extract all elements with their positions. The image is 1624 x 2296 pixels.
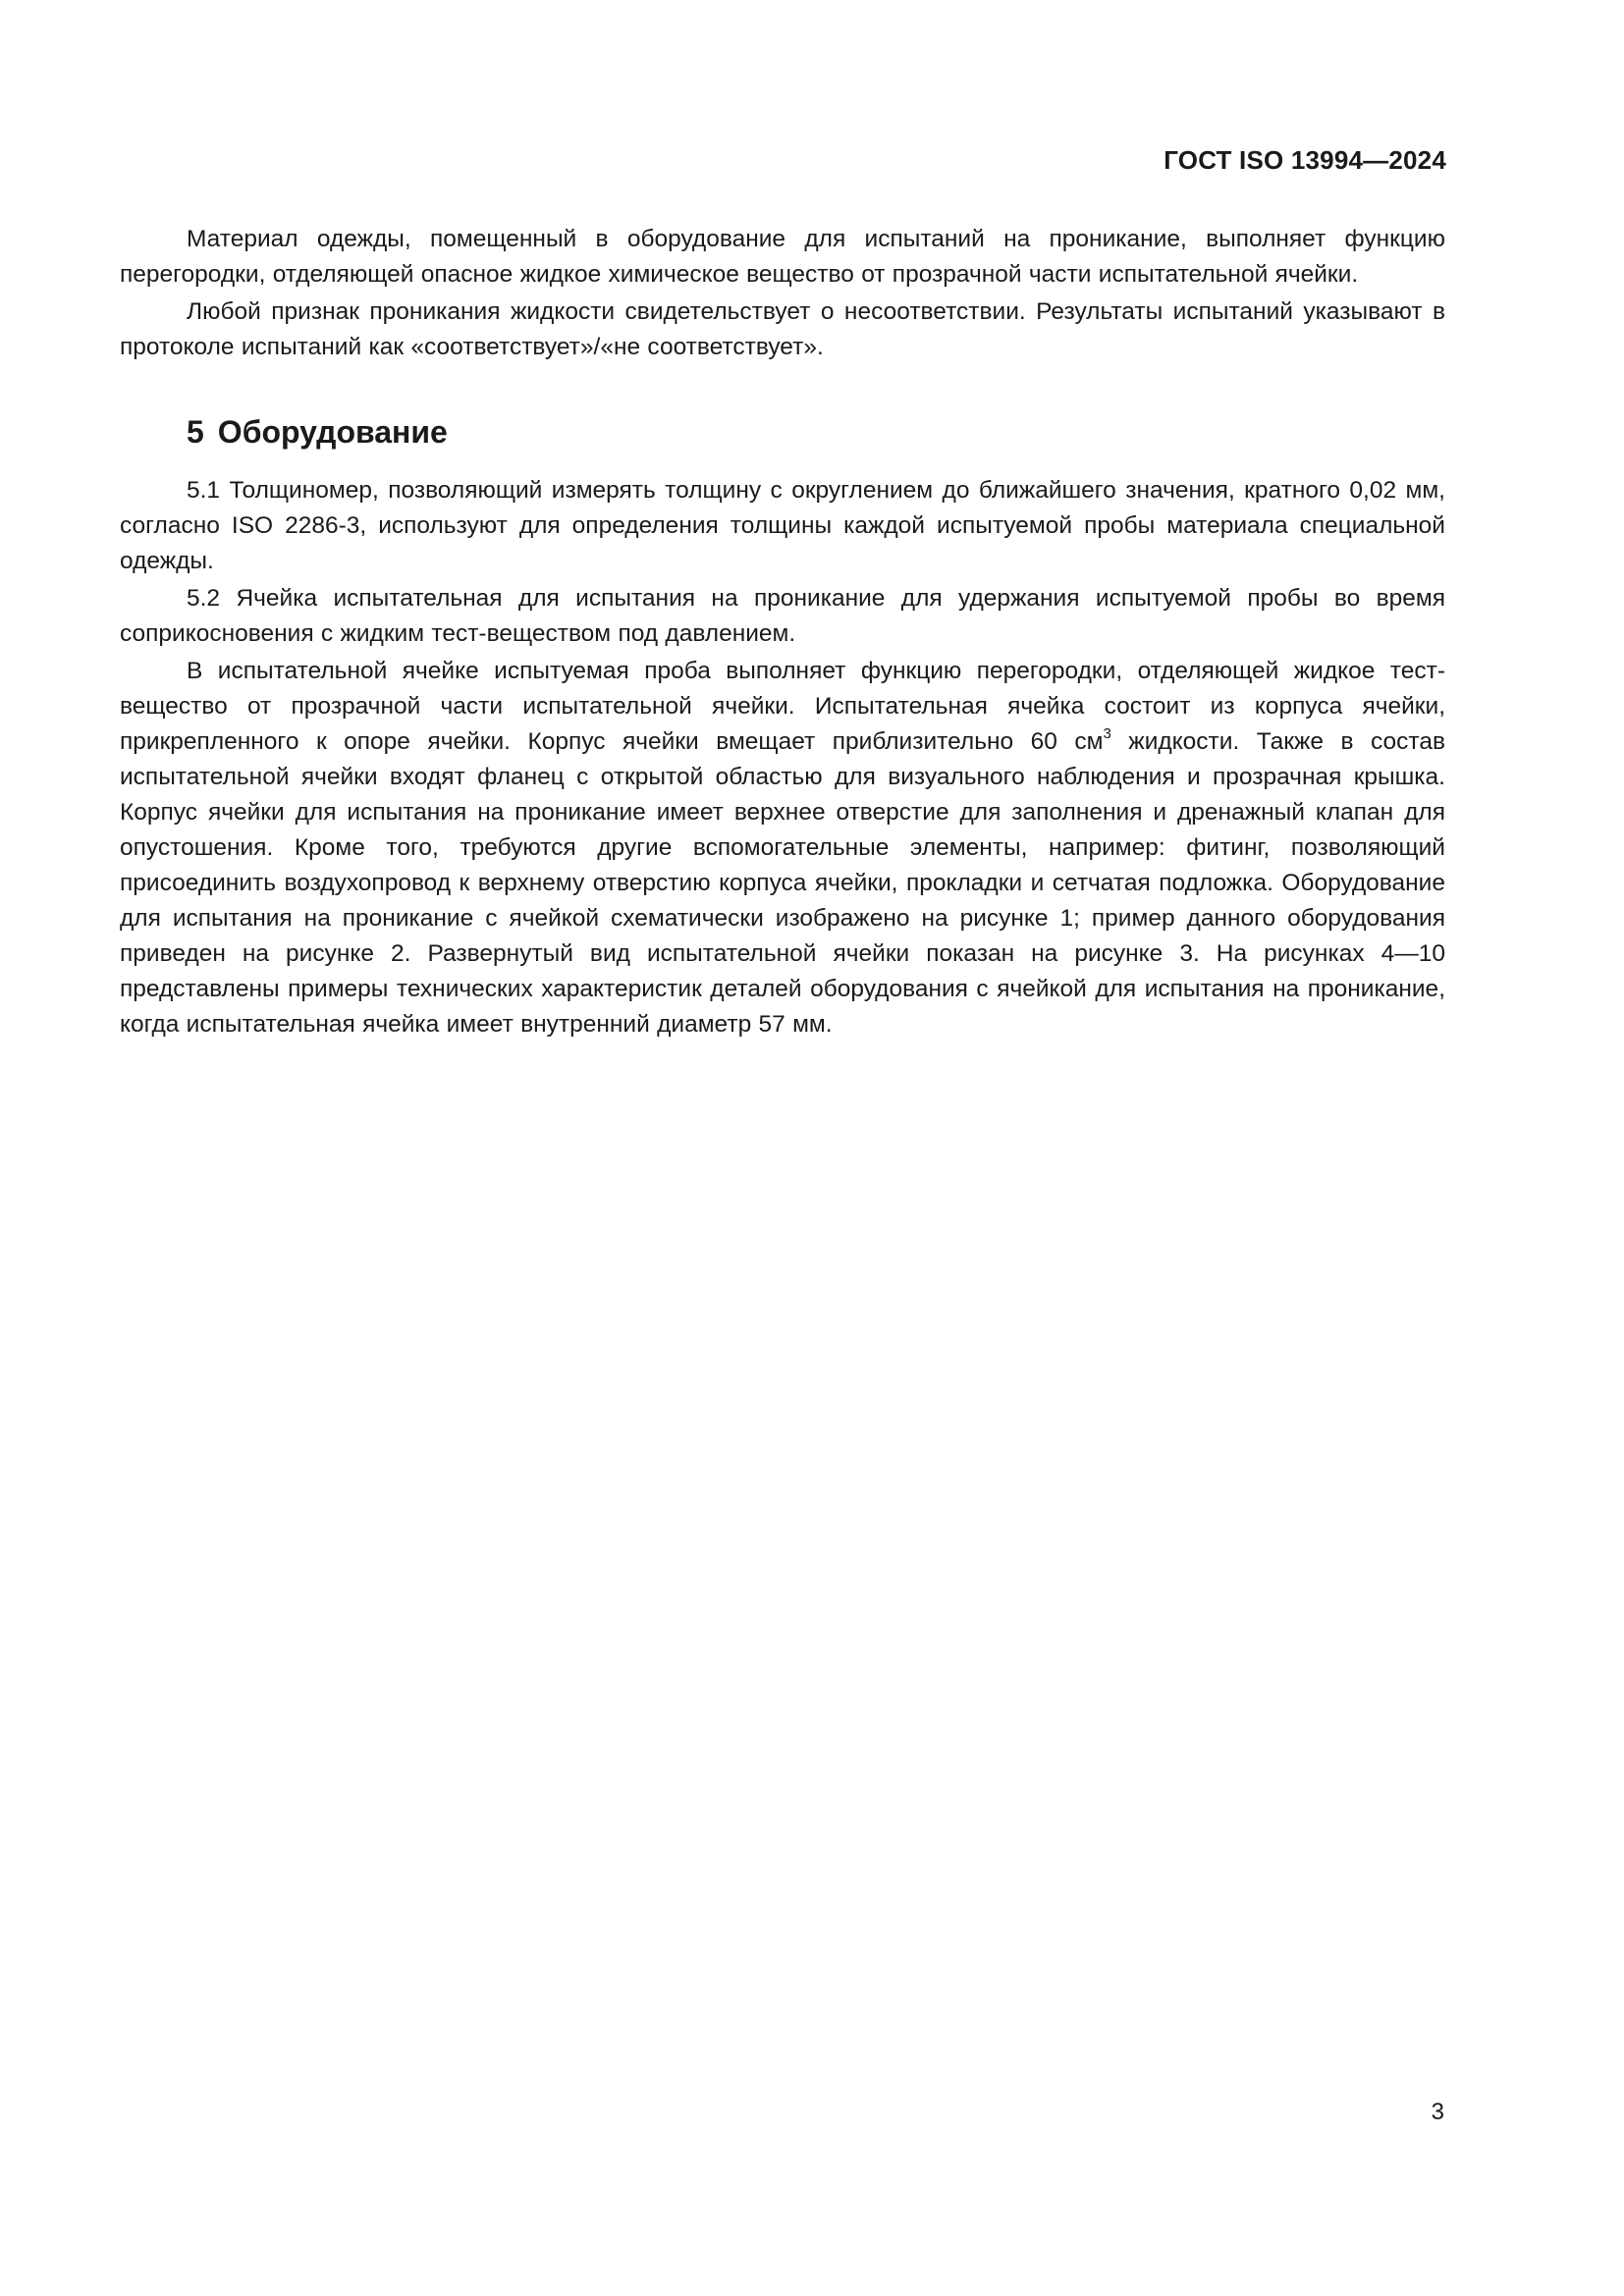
paragraph-5-2-description: [120, 654, 1445, 1042]
section-number: 5: [187, 414, 204, 450]
paragraph-intro-2: Любой признак проникания жидкости свидетельствует о несоответствии. Результаты испытаний указывают в протоколе испытаний как «соответствует»/«не соответствует».: [120, 298, 1445, 360]
section-title: Оборудование: [217, 414, 448, 450]
cubic-superscript: 3: [1103, 724, 1111, 742]
page-content: [120, 222, 1445, 1042]
paragraph-intro-1: Материал одежды, помещенный в оборудование для испытаний на проникание, выполняет функцию перегородки, отделяющей опасное жидкое химическое вещество от прозрачной части испытательной ячейки.: [120, 226, 1445, 288]
section-heading: [187, 412, 1445, 452]
paragraph-5-2-text-a: В испытательной ячейке испытуемая проба выполняет функцию перегородки, отделяющей жидкое тест-вещество от прозрачной части испытательной ячейки. Испытательная ячейка состоит из корпуса ячейки, прикрепленного к опоре ячейки. Корпус ячейки вмещает приблизительно 60 см: [120, 658, 1445, 755]
paragraph-5-2-text-b: жидкости. Также в состав испытательной ячейки входят фланец с открытой областью для визуального наблюдения и прозрачная крышка. Корпус ячейки для испытания на проникание имеет верхнее отверстие для заполнения и дренажный клапан для опустошения. Кроме того, требуются другие вспомогательные элементы, например: фитинг, позволяющий присоединить воздухопровод к верхнему отверстию корпуса ячейки, прокладки и сетчатая подложка. Оборудование для испытания на проникание с ячейкой схематически изображено на рисунке 1; пример данного оборудования приведен на рисунке 2. Развернутый вид испытательной ячейки показан на рисунке 3. На рисунках 4—10 представлены примеры технических характеристик деталей оборудования с ячейкой для испытания на проникание, когда испытательная ячейка имеет внутренний диаметр 57 мм.: [120, 728, 1445, 1038]
page-number: 3: [1431, 2099, 1444, 2125]
paragraph-5-2: 5.2 Ячейка испытательная для испытания на проникание для удержания испытуемой пробы во время соприкосновения с жидким тест-веществом под давлением.: [120, 585, 1445, 647]
document-code-header: ГОСТ ISO 13994—2024: [1164, 145, 1446, 175]
paragraph-5-1: 5.1 Толщиномер, позволяющий измерять толщину с округлением до ближайшего значения, кратного 0,02 мм, согласно ISO 2286-3, используют для определения толщины каждой испытуемой пробы материала специальной одежды.: [120, 477, 1445, 574]
